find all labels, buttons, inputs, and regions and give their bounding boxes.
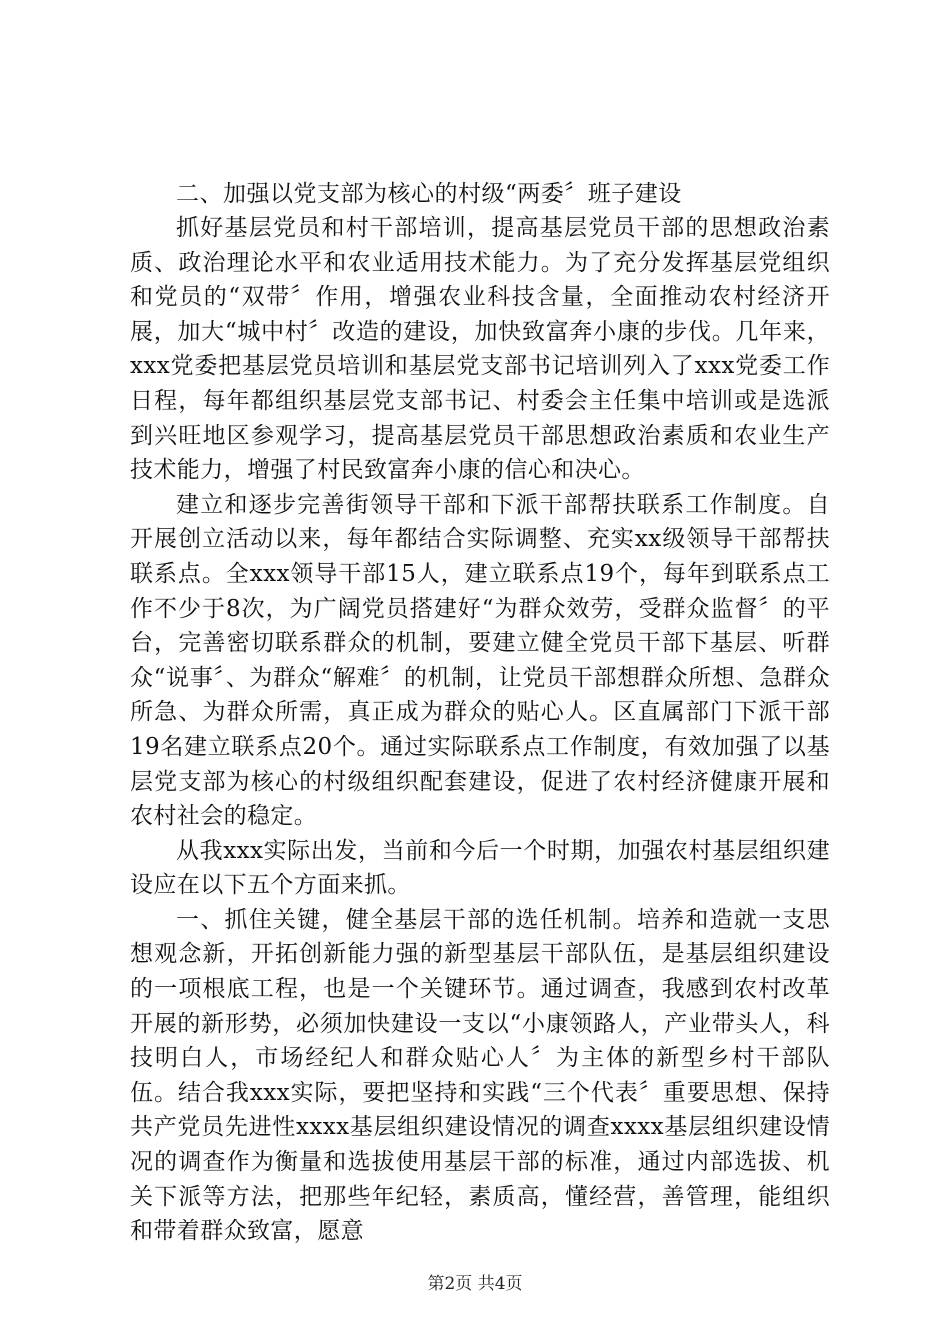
section-heading: 二、加强以党支部为核心的村级“两委〞班子建设 [176, 181, 682, 207]
paragraph-five-aspects: 从我xxx实际出发，当前和今后一个时期，加强农村基层组织建设应在以下五个方面来抓。 [130, 837, 830, 899]
page-number-footer: 第2页 共4页 [427, 1274, 523, 1294]
paragraph-training: 抓好基层党员和村干部培训，提高基层党员干部的思想政治素质、政治理论水平和农业适用技术能力。为了充分发挥基层党组织和党员的“双带〞作用，增强农业科技含量，全面推动农村经济开展，加大“城中村〞改造的建设，加快致富奔小康的步伐。几年来，xxx党委把基层党员培训和基层党支部书记培训列入了xxx党委工作日程，每年都组织基层党支部书记、村委会主任集中培训或是选派到兴旺地区参观学习，提高基层党员干部思想政治素质和农业生产技术能力，增强了村民致富奔小康的信心和决心。 [130, 215, 830, 484]
paragraph-contact-system: 建立和逐步完善街领导干部和下派干部帮扶联系工作制度。自开展创立活动以来，每年都结合实际调整、充实xx级领导干部帮扶联系点。全xxx领导干部15人，建立联系点19个，每年到联系点工作不少于8次，为广阔党员搭建好“为群众效劳，受群众监督〞的平台，完善密切联系群众的机制，要建立健全党员干部下基层、听群众“说事〞、为群众“解难〞的机制，让党员干部想群众所想、急群众所急、为群众所需，真正成为群众的贴心人。区直属部门下派干部19名建立联系点20个。通过实际联系点工作制度，有效加强了以基层党支部为核心的村级组织配套建设，促进了农村经济健康开展和农村社会的稳定。 [130, 491, 830, 830]
document-body [130, 177, 830, 1249]
paragraph-cadre-selection: 一、抓住关键，健全基层干部的选任机制。培养和造就一支思想观念新，开拓创新能力强的新型基层干部队伍，是基层组织建设的一项根底工程，也是一个关键环节。通过调查，我感到农村改革开展的新形势，必须加快建设一支以“小康领路人，产业带头人，科技明白人，市场经纪人和群众贴心人〞为主体的新型乡村干部队伍。结合我xxx实际，要把坚持和实践“三个代表〞重要思想、保持共产党员先进性xxxx基层组织建设情况的调查xxxx基层组织建设情况的调查作为衡量和选拔使用基层干部的标准，通过内部选拔、机关下派等方法，把那些年纪轻，素质高，懂经营，善管理，能组织和带着群众致富，愿意 [130, 906, 830, 1245]
